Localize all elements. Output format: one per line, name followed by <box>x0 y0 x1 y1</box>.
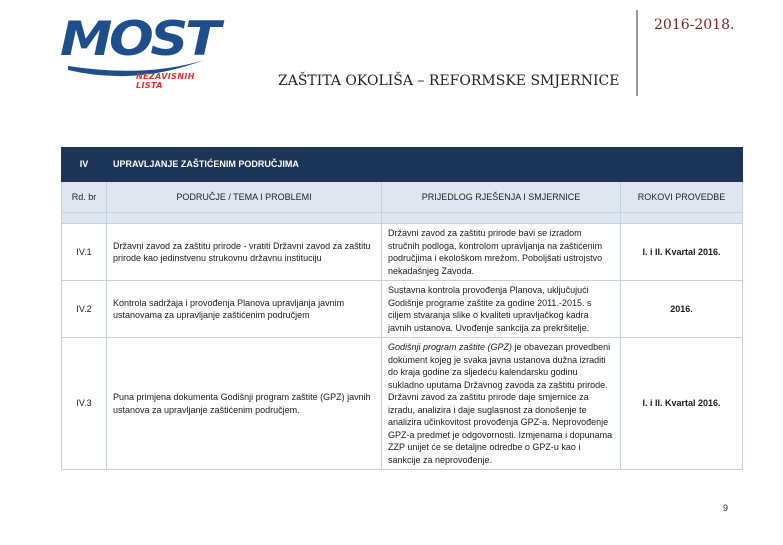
col-header-topic: PODRUČJE / TEMA I PROBLEMI <box>107 182 382 213</box>
section-header-row <box>62 148 743 182</box>
row-proposal-text: je obavezan provedbeni dokument kojeg je svaka javna ustanova dužna izraditi do kraja godine za sljedeću kalendarsku godinu sukladno uputama Državnog zavoda za zaštitu prirode. Državni zavod za zaštitu prirode daje smjernice za izradu, analizira i daje suglasnost za donošenje te analizira učinkovitost provođenja GPZ-a. Neprovođenje GPZ-a predmet je odgovornosti. Izmjenama i dopunama ZZP unijet će se detaljne odredbe o GPZ-u kao i sankcije za neprovođenje. <box>388 342 613 465</box>
table-row <box>62 224 743 281</box>
row-topic: Puna primjena dokumenta Godišnji program zaštite (GPZ) javnih ustanova za upravljanje zaštićenim područjem. <box>107 338 382 470</box>
row-deadline: 2016. <box>621 281 743 338</box>
row-proposal-text: Sustavna kontrola provođenja Planova, uključujući Godišnje programe zaštite za godine 2011.-2015. s ciljem stvaranja slike o kvaliteti upravljačkog kadra javnih ustanova. Uvođenje sankcija za prekršitelje. <box>388 285 592 333</box>
page-number: 9 <box>723 503 729 513</box>
col-header-proposal: PRIJEDLOG RJEŠENJA I SMJERNICE <box>382 182 621 213</box>
logo-wordmark: MOST <box>60 12 218 67</box>
period-years: 2016-2018. <box>654 17 735 33</box>
spacer-row <box>62 213 743 224</box>
section-title: UPRAVLJANJE ZAŠTIĆENIM PODRUČJIMA <box>107 148 743 182</box>
col-header-rd: Rd. br <box>62 182 107 213</box>
row-proposal <box>382 281 621 338</box>
table-row <box>62 281 743 338</box>
section-number: IV <box>62 148 107 182</box>
row-proposal <box>382 338 621 470</box>
row-deadline: I. i II. Kvartal 2016. <box>621 224 743 281</box>
col-header-deadline: ROKOVI PROVEDBE <box>621 182 743 213</box>
table-row <box>62 338 743 470</box>
row-id: IV.2 <box>62 281 107 338</box>
row-proposal-italic: Godišnji program zaštite (GPZ) <box>388 342 513 352</box>
header-divider <box>636 10 638 96</box>
document-title: ZAŠTITA OKOLIŠA – REFORMSKE SMJERNICE <box>278 73 620 89</box>
row-proposal-text: Državni zavod za zaštitu prirode bavi se izradom stručnih podloga, kontrolom upravljanja na zaštićenim područjima i ekološkom mrežom. Poboljšati ustrojstvo nekadašnjeg Zavoda. <box>388 228 603 276</box>
measures-table <box>61 147 743 470</box>
most-logo <box>52 12 218 90</box>
row-deadline: I. i II. Kvartal 2016. <box>621 338 743 470</box>
row-proposal <box>382 224 621 281</box>
row-id: IV.1 <box>62 224 107 281</box>
row-topic: Kontrola sadržaja i provođenja Planova upravljanja javnim ustanovama za upravljanje zaštićenim područjem <box>107 281 382 338</box>
column-header-row <box>62 182 743 213</box>
row-topic: Državni zavod za zaštitu prirode - vratiti Državni zavod za zaštitu prirode kao jedinstvenu strukovnu državnu instituciju <box>107 224 382 281</box>
logo-subtext: NEZAVISNIH LISTA <box>136 72 195 90</box>
row-id: IV.3 <box>62 338 107 470</box>
